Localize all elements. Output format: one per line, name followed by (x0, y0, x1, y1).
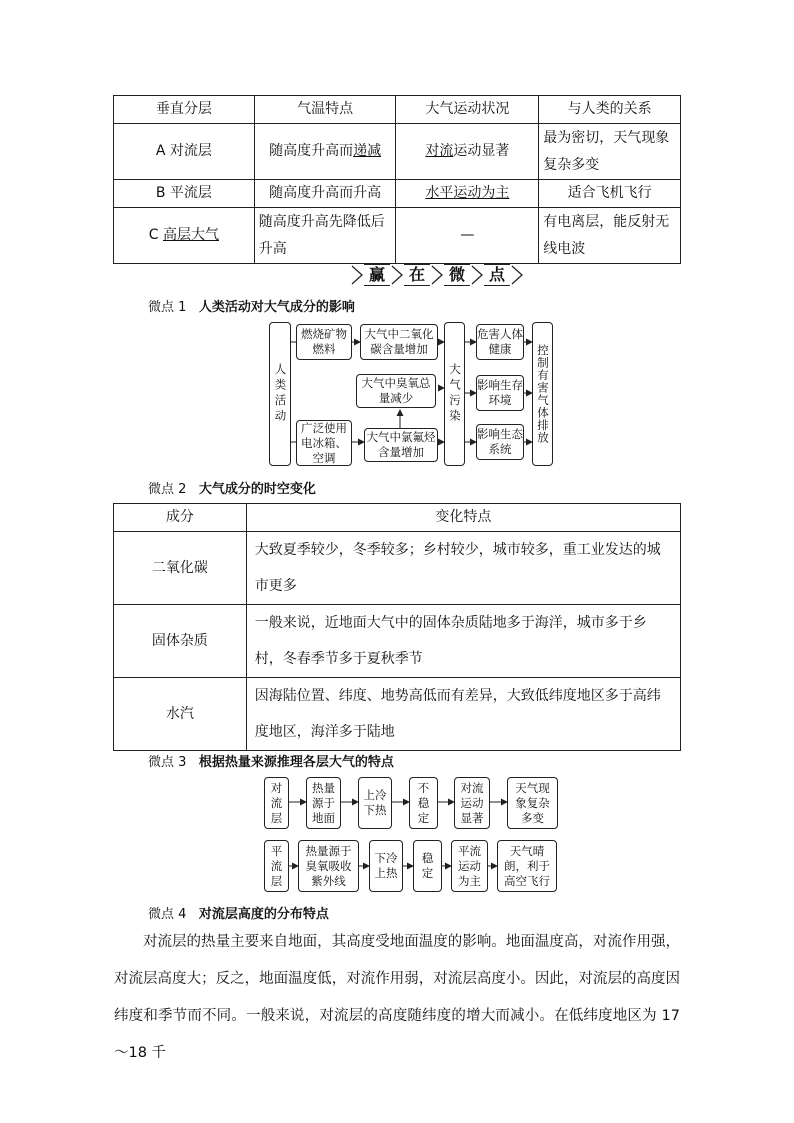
table-row (114, 678, 681, 751)
table-cell: 固体杂质 (114, 605, 247, 678)
flow-node-r2: 天气晴朗，利于高空飞行 (497, 840, 557, 892)
flow-node-human: 人类活动 (269, 322, 291, 466)
table-cell: 随高度升高而升高 (254, 180, 396, 208)
flow-node-co2: 大气中二氧化碳含量增加 (360, 324, 438, 360)
flow-node-eco: 影响生态系统 (476, 424, 524, 460)
table-header: 变化特点 (246, 504, 680, 532)
table-header: 垂直分层 (114, 96, 255, 124)
table-cell: C 高层大气 (114, 208, 255, 264)
banner-char: 在 (404, 264, 430, 286)
table-cell: 大致夏季较少，冬季较多；乡村较少，城市较多，重工业发达的城市更多 (246, 532, 680, 605)
table-cell: 对流运动显著 (396, 124, 539, 180)
flow-node-health: 危害人体健康 (476, 324, 524, 360)
table-header: 与人类的关系 (539, 96, 681, 124)
table-cell: 适合飞机飞行 (539, 180, 681, 208)
flow-node-r1: 热量源于地面 (306, 777, 341, 829)
table-cell: 随高度升高而递减 (254, 124, 396, 180)
section-heading-2: 微点 2 大气成分的时空变化 (148, 482, 316, 497)
table-cell: 随高度升高先降低后升高 (254, 208, 396, 264)
flow-node-r2: 稳定 (413, 840, 442, 892)
flow-node-env: 影响生存环境 (476, 375, 524, 411)
flow-node-r2: 下冷上热 (369, 840, 403, 892)
flow-node-appliance: 广泛使用电冰箱、空调 (296, 420, 352, 466)
flow-node-cfc: 大气中氯氟烃含量增加 (364, 428, 438, 462)
flow-node-r1: 不稳定 (409, 777, 438, 829)
flow-node-r1: 天气现象复杂多变 (507, 777, 558, 829)
section-heading-4: 微点 4 对流层高度的分布特点 (148, 907, 329, 922)
table-row (114, 532, 681, 605)
flow-node-r1: 上冷下热 (358, 777, 392, 829)
table-cell: B 平流层 (114, 180, 255, 208)
section-heading-1: 微点 1 人类活动对大气成分的影响 (148, 300, 355, 315)
section-heading-3: 微点 3 根据热量来源推理各层大气的特点 (148, 755, 394, 770)
banner-char: 点 (484, 264, 510, 286)
flow-node-r1: 对流运动显著 (454, 777, 490, 829)
flow-node-r2: 热量源于臭氧吸收紫外线 (298, 840, 359, 892)
table-row (114, 605, 681, 678)
flow-node-control: 控制有害气体排放 (532, 322, 553, 466)
table-cell: A 对流层 (114, 124, 255, 180)
flow-node-r2: 平流运动为主 (451, 840, 488, 892)
table-cell: 因海陆位置、纬度、地势高低而有差异，大致低纬度地区多于高纬度地区，海洋多于陆地 (246, 678, 680, 751)
body-paragraph: 对流层的热量主要来自地面，其高度受地面温度的影响。地面温度高，对流作用强，对流层高度大；反之，地面温度低，对流作用弱，对流层高度小。因此，对流层的高度因纬度和季节而不同。一般来说，对流层的高度随纬度的增大而减小。在低纬度地区为 17～18 千 (114, 934, 680, 1061)
banner-char: 赢 (364, 264, 390, 286)
flow-node-fuel: 燃烧矿物燃料 (296, 324, 352, 360)
banner-char: 微 (444, 264, 470, 286)
flow-node-ozone: 大气中臭氧总量减少 (356, 374, 436, 408)
flow-node-r2: 平流层 (264, 840, 289, 892)
table-header: 气温特点 (254, 96, 396, 124)
table-cell: 最为密切，天气现象复杂多变 (539, 124, 681, 180)
table-cell: — (396, 208, 539, 264)
table-cell: 水平运动为主 (396, 180, 539, 208)
table-cell: 有电离层，能反射无线电波 (539, 208, 681, 264)
composition-change-table (113, 503, 681, 751)
table-header: 大气运动状况 (396, 96, 539, 124)
flow-node-pollution: 大气污染 (444, 322, 465, 466)
table-cell: 一般来说，近地面大气中的固体杂质陆地多于海洋，城市多于乡村，冬春季节多于夏秋季节 (246, 605, 680, 678)
flow-node-r1: 对流层 (264, 777, 289, 829)
table-cell: 水汽 (114, 678, 247, 751)
table-header: 成分 (114, 504, 247, 532)
table-cell: 二氧化碳 (114, 532, 247, 605)
